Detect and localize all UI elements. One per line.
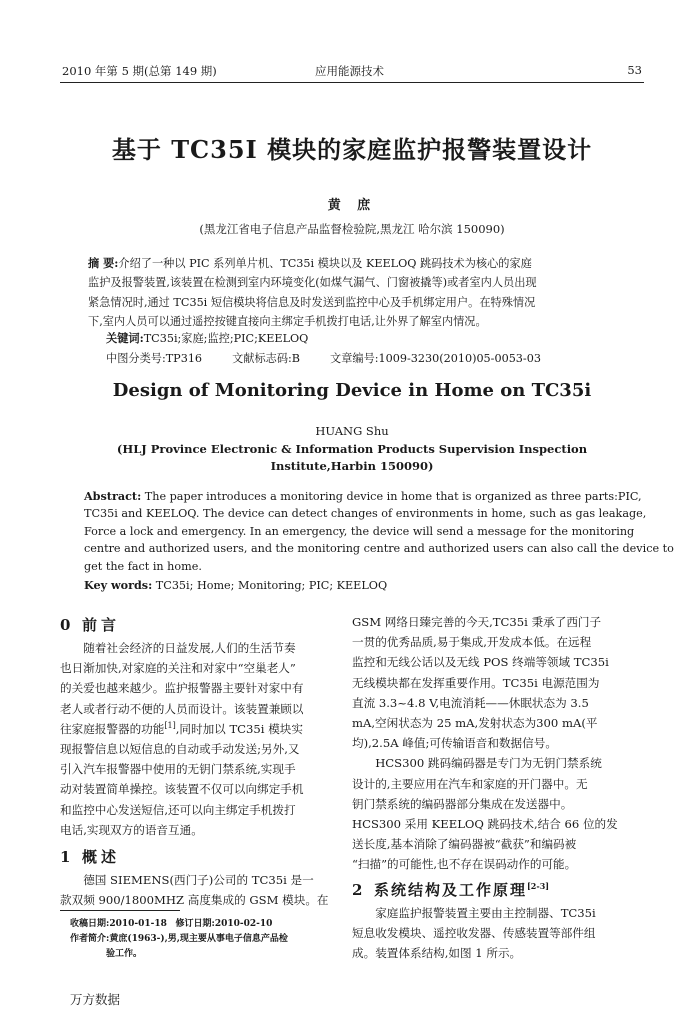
journal-name: 应用能源技术 — [315, 64, 384, 78]
keywords-cn — [106, 330, 626, 346]
abstract-cn-line: 紧急情况时,通过 TC35i 短信模块将信息及时发送到监控中心及手机绑定用户。在特殊情况 — [88, 295, 536, 309]
left-column — [60, 612, 332, 910]
issue-info: 2010 年第 5 期(总第 149 期) — [62, 64, 217, 78]
citation: [1] — [164, 720, 176, 730]
footnote-dates: 收稿日期:2010-01-18 修订日期:2010-02-10 — [70, 919, 273, 929]
affiliation-cn: (黑龙江省电子信息产品监督检验院,黑龙江 哈尔滨 150090) — [199, 222, 505, 236]
abstract-en-line: get the fact in home. — [84, 559, 202, 573]
abstract-en-line: centre and authorized users, and the monitoring centre and authorized users can also call the device to — [84, 542, 674, 556]
abstract-en-line: Abstract: The paper introduces a monitoring device in home that is organized as three parts:PIC, — [84, 489, 642, 503]
abstract-cn-line: 摘 要:介绍了一种以 PIC 系列单片机、TC35i 模块以及 KEELOQ 跳码技术为核心的家庭 — [88, 256, 532, 270]
title-cn: 基于 TC35I 模块的家庭监护报警装置设计 — [111, 135, 593, 164]
keywords-en-text: TC35i; Home; Monitoring; PIC; KEELOQ — [155, 579, 388, 592]
section-1-continued: GSM 网络日臻完善的今天,TC35i 秉承了西门子 一贯的优秀品质,易于集成,开发成本低。在远程 监控和无线公话以及无线 POS 终端等领域 TC35i 无线模块都在发挥重要作用。TC35i 电源范围为 直流 3.3~4.8 V,电流消耗——休眠状态为 3.5 mA,空闲状态为 25 mA,发射状态为300 mA(平 均),2.5A 峰值;可传输语音和数据信号。 HCS300 跳码编码器是专门为无钥门禁系统 设计的,主要应用在汽车和家庭的开门器中。无 钥门禁系统的编码器部分集成在发送器中。 HCS300 采用 KEELOQ 跳码技术,结合 66 位的发 送长度,基本消除了编码器被“截获”和编码被 “扫描”的可能性,也不存在误码动作的可能。 — [352, 615, 618, 872]
footnote-rule — [60, 910, 180, 911]
keywords-cn-label: 关键词: — [106, 331, 144, 345]
abstract-en — [84, 488, 674, 575]
abstract-en-line: TC35i and KEELOQ. The device can detect changes of environments in home, such as gas leakage, — [84, 507, 647, 521]
section-0-body: 随着社会经济的日益发展,人们的生活节奏 也日渐加快,对家庭的关注和对家中“空巢老人” 的关爱也越来越少。监护报警器主要针对家中有 老人或者行动不便的人员而设计。该装置兼顾以 往家庭报警器的功能[1],同时加以 TC35i 模块实 现报警信息以短信息的自动或手动发送;另外,又 引入汽车报警器中使用的无钥门禁系统,实现手 动对装置简单操控。该装置不仅可以向绑定手机 和监控中心发送短信,还可以向主绑定手机拨打 电话,实现双方的语音互通。 — [60, 641, 304, 837]
clc-number: 中图分类号:TP316 — [106, 352, 203, 365]
running-header — [62, 63, 642, 81]
classification-line — [106, 350, 626, 366]
watermark: 万方数据 — [70, 992, 121, 1007]
keywords-en-label: Key words: — [84, 578, 153, 592]
footnote — [70, 917, 332, 962]
abstract-cn — [88, 254, 616, 331]
citation: [2-3] — [527, 880, 550, 891]
affiliation-en: (HLJ Province Electronic & Information Products Supervision Inspection Institute,Harbin 150090) — [116, 442, 588, 473]
abstract-cn-line: 下,室内人员可以通过遥控按键直接向主绑定手机拨打电话,让外界了解室内情况。 — [88, 314, 487, 328]
section-2-body: 家庭监护报警装置主要由主控制器、TC35i 短息收发模块、遥控收发器、传感装置等部件组 成。装置体系结构,如图 1 所示。 — [352, 905, 596, 961]
right-column — [352, 612, 630, 963]
footnote-bio: 作者简介:黄庶(1963-),男,现主要从事电子信息产品检 — [70, 934, 288, 944]
doc-code: 文献标志码:B — [232, 352, 300, 365]
section-heading-0: 0 前言 — [60, 616, 121, 634]
article-number: 文章编号:1009-3230(2010)05-0053-03 — [330, 352, 541, 365]
abstract-en-label: Abstract: — [84, 489, 142, 503]
keywords-en — [84, 578, 616, 592]
keywords-cn-text: TC35i;家庭;监控;PIC;KEELOQ — [143, 332, 309, 345]
abstract-en-line: Force a lock and emergency. In an emergency, the device will send a message for the monitoring — [84, 524, 635, 538]
footnote-bio-cont: 验工作。 — [106, 949, 143, 959]
abstract-cn-line: 监护及报警装置,该装置在检测到室内环境变化(如煤气漏气、门窗被撬等)或者室内人员出现 — [88, 276, 537, 290]
page-number: 53 — [627, 63, 642, 77]
section-heading-2: 2 系统结构及工作原理[2-3] — [352, 880, 550, 899]
section-1-body: 德国 SIEMENS(西门子)公司的 TC35i 是一 款双频 900/1800MHZ 高度集成的 GSM 模块。在 — [60, 873, 329, 908]
title-en: Design of Monitoring Device in Home on TC35i — [112, 380, 592, 401]
section-heading-1: 1 概述 — [60, 848, 121, 867]
header-rule — [60, 82, 644, 83]
abstract-cn-label: 摘 要: — [88, 256, 119, 270]
author-cn: 黄 庶 — [327, 198, 377, 213]
author-en: HUANG Shu — [315, 424, 389, 438]
